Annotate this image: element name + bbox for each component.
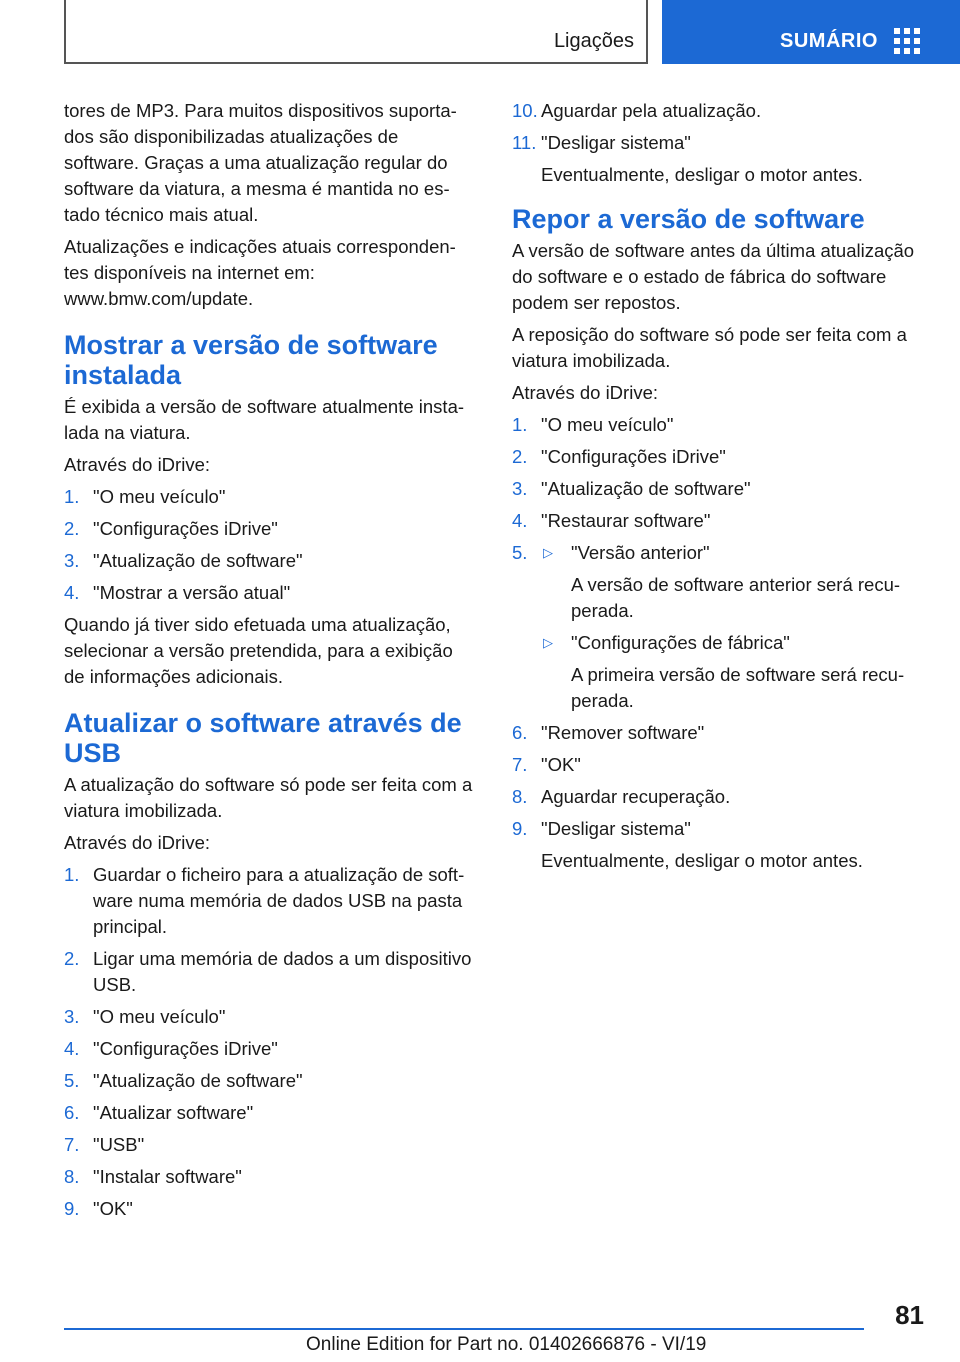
- option-item: [541, 540, 926, 624]
- show-paragraph-1: É exibida a versão de software atualmente instalada na viatura.: [64, 396, 465, 443]
- step-number: 1.: [64, 486, 80, 507]
- option-note: A primeira versão de software será recuperada.: [571, 664, 905, 711]
- step-text: "Mostrar a versão atual": [93, 582, 291, 603]
- step-text: Aguardar pela atualização.: [541, 100, 762, 121]
- triangle-bullet-icon: ▷: [543, 635, 553, 650]
- header-section-tab: [64, 0, 648, 64]
- step-text: "Configurações iDrive": [541, 446, 726, 467]
- list-item: [64, 1004, 474, 1030]
- step-number: 5.: [64, 1070, 80, 1091]
- restore-paragraph-3: Através do iDrive:: [512, 382, 658, 403]
- list-item: [512, 130, 926, 188]
- step-text: "Restaurar software": [541, 510, 711, 531]
- step-number: 5.: [512, 542, 528, 563]
- heading-restore-version: Repor a versão de software: [512, 204, 865, 234]
- list-item: [512, 752, 926, 778]
- list-item: [512, 476, 926, 502]
- step-number: 4.: [512, 510, 528, 531]
- step-number: 8.: [64, 1166, 80, 1187]
- step-number: 2.: [64, 518, 80, 539]
- step-note: Eventualmente, desligar o motor antes.: [541, 164, 863, 185]
- step-number: 6.: [64, 1102, 80, 1123]
- heading-usb-update: Atualizar o software através de USB: [64, 708, 462, 768]
- step-text: "O meu veículo": [93, 1006, 226, 1027]
- step-number: 7.: [64, 1134, 80, 1155]
- footer-divider: [64, 1328, 864, 1330]
- restore-steps-list: [512, 412, 926, 874]
- list-item: [64, 1100, 474, 1126]
- list-item: [512, 540, 926, 714]
- step-number: 9.: [512, 818, 528, 839]
- step-number: 1.: [512, 414, 528, 435]
- step-number: 6.: [512, 722, 528, 743]
- step-number: 2.: [64, 948, 80, 969]
- step-text: "OK": [541, 754, 581, 775]
- usb-paragraph-1: A atualização do software só pode ser feita com a viatura imobilizada.: [64, 774, 473, 821]
- step-text: Ligar uma memória de dados a um dispositivo USB.: [93, 948, 472, 995]
- list-item: [64, 1196, 474, 1222]
- intro-paragraph-2: Atualizações e indicações atuais correspondentes disponíveis na internet em: www.bmw.com/update.: [64, 236, 456, 309]
- list-item: [64, 1164, 474, 1190]
- triangle-bullet-icon: ▷: [543, 545, 553, 560]
- step-text: "Desligar sistema": [541, 132, 691, 153]
- step-number: 4.: [64, 582, 80, 603]
- list-item: [512, 784, 926, 810]
- step-text: "OK": [93, 1198, 133, 1219]
- step-number: 10.: [512, 100, 538, 121]
- step-text: "USB": [93, 1134, 145, 1155]
- step-number: 3.: [64, 1006, 80, 1027]
- step-text: Guardar o ficheiro para a atualização de software numa memória de dados USB na pasta principal.: [93, 864, 465, 937]
- section-title: Ligações: [553, 30, 634, 52]
- step-number: 3.: [512, 478, 528, 499]
- right-column: [512, 98, 926, 880]
- step-text: "Remover software": [541, 722, 705, 743]
- grid-icon: [894, 28, 920, 54]
- step-text: "Desligar sistema": [541, 818, 691, 839]
- option-note: A versão de software anterior será recuperada.: [571, 574, 901, 621]
- step-number: 8.: [512, 786, 528, 807]
- list-item: [512, 720, 926, 746]
- page-number: 81: [895, 1300, 924, 1330]
- list-item: [64, 1036, 474, 1062]
- usb-steps-list: [64, 862, 474, 1222]
- step-number: 1.: [64, 864, 80, 885]
- left-column: [64, 98, 474, 1228]
- footer-edition: Online Edition for Part no. 01402666876 - VI/19: [306, 1334, 707, 1355]
- continued-steps-list: [512, 98, 926, 188]
- option-list: [541, 540, 926, 714]
- list-item: [64, 1132, 474, 1158]
- list-item: [512, 508, 926, 534]
- list-item: [512, 412, 926, 438]
- step-text: "O meu veículo": [541, 414, 674, 435]
- summary-button[interactable]: [662, 0, 960, 64]
- list-item: [64, 946, 474, 998]
- step-text: "Atualização de software": [93, 550, 303, 571]
- step-number: 3.: [64, 550, 80, 571]
- option-item: [541, 630, 926, 714]
- list-item: [512, 816, 926, 874]
- list-item: [64, 1068, 474, 1094]
- show-paragraph-3: Quando já tiver sido efetuada uma atualização, selecionar a versão pretendida, para a exibição de informações adicionais.: [64, 614, 453, 687]
- option-text: "Configurações de fábrica": [571, 632, 790, 653]
- intro-paragraph-1: tores de MP3. Para muitos dispositivos suportados são disponibilizadas atualizações de software. Graças a uma atualização regular do software da viatura, a mesma é mantida no estado técnico mais atual.: [64, 100, 457, 225]
- step-number: 7.: [512, 754, 528, 775]
- list-item: [64, 580, 474, 606]
- list-item: [64, 862, 474, 940]
- step-number: 4.: [64, 1038, 80, 1059]
- step-text: "Configurações iDrive": [93, 518, 278, 539]
- list-item: [512, 444, 926, 470]
- usb-paragraph-2: Através do iDrive:: [64, 832, 210, 853]
- option-text: "Versão anterior": [571, 542, 710, 563]
- step-text: Aguardar recuperação.: [541, 786, 731, 807]
- show-paragraph-2: Através do iDrive:: [64, 454, 210, 475]
- step-text: "O meu veículo": [93, 486, 226, 507]
- step-number: 2.: [512, 446, 528, 467]
- step-text: "Instalar software": [93, 1166, 242, 1187]
- restore-paragraph-2: A reposição do software só pode ser feita com a viatura imobilizada.: [512, 324, 907, 371]
- heading-show-version: Mostrar a versão de software instalada: [64, 330, 438, 390]
- list-item: [512, 98, 926, 124]
- list-item: [64, 516, 474, 542]
- list-item: [64, 484, 474, 510]
- show-steps-list: [64, 484, 474, 606]
- step-text: "Atualização de software": [541, 478, 751, 499]
- step-number: 9.: [64, 1198, 80, 1219]
- summary-label: SUMÁRIO: [780, 30, 878, 52]
- restore-paragraph-1: A versão de software antes da última atualização do software e o estado de fábrica do software podem ser repostos.: [512, 240, 915, 313]
- step-text: "Atualização de software": [93, 1070, 303, 1091]
- step-text: "Configurações iDrive": [93, 1038, 278, 1059]
- list-item: [64, 548, 474, 574]
- step-text: "Atualizar software": [93, 1102, 254, 1123]
- step-note: Eventualmente, desligar o motor antes.: [541, 850, 863, 871]
- step-number: 11.: [512, 132, 537, 153]
